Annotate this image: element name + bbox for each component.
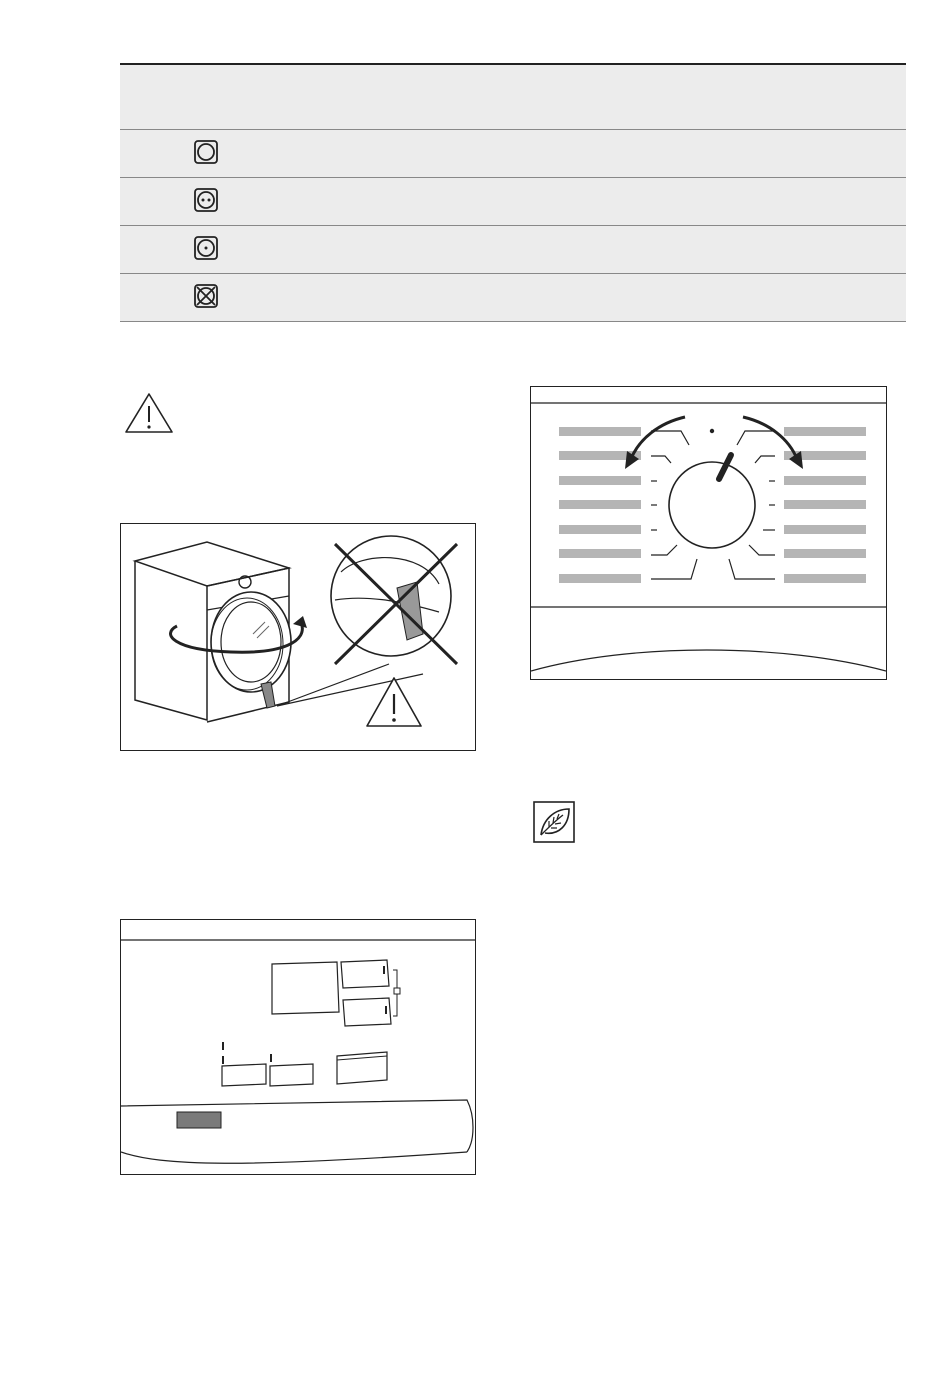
tumble-dry-icon <box>194 140 218 164</box>
programme-dial-illustration <box>530 386 887 680</box>
table-row <box>120 130 906 178</box>
leaf-icon <box>533 801 575 843</box>
table-header <box>120 63 906 130</box>
door-hinge-warning-illustration <box>120 523 476 751</box>
programme-scale-left <box>559 427 641 583</box>
tumble-dry-normal-heat-icon <box>194 188 218 212</box>
table-row <box>120 274 906 322</box>
warning-triangle-icon <box>365 676 423 728</box>
dial-drawing <box>531 387 886 679</box>
care-symbol-table <box>120 63 906 322</box>
table-row <box>120 226 906 274</box>
do-not-tumble-dry-icon <box>194 284 218 308</box>
warning-triangle-icon <box>124 392 174 434</box>
table-row <box>120 178 906 226</box>
panel-drawing <box>121 920 475 1174</box>
programme-scale-right <box>784 427 866 583</box>
control-panel-illustration <box>120 919 476 1175</box>
tumble-dry-low-heat-icon <box>194 236 218 260</box>
